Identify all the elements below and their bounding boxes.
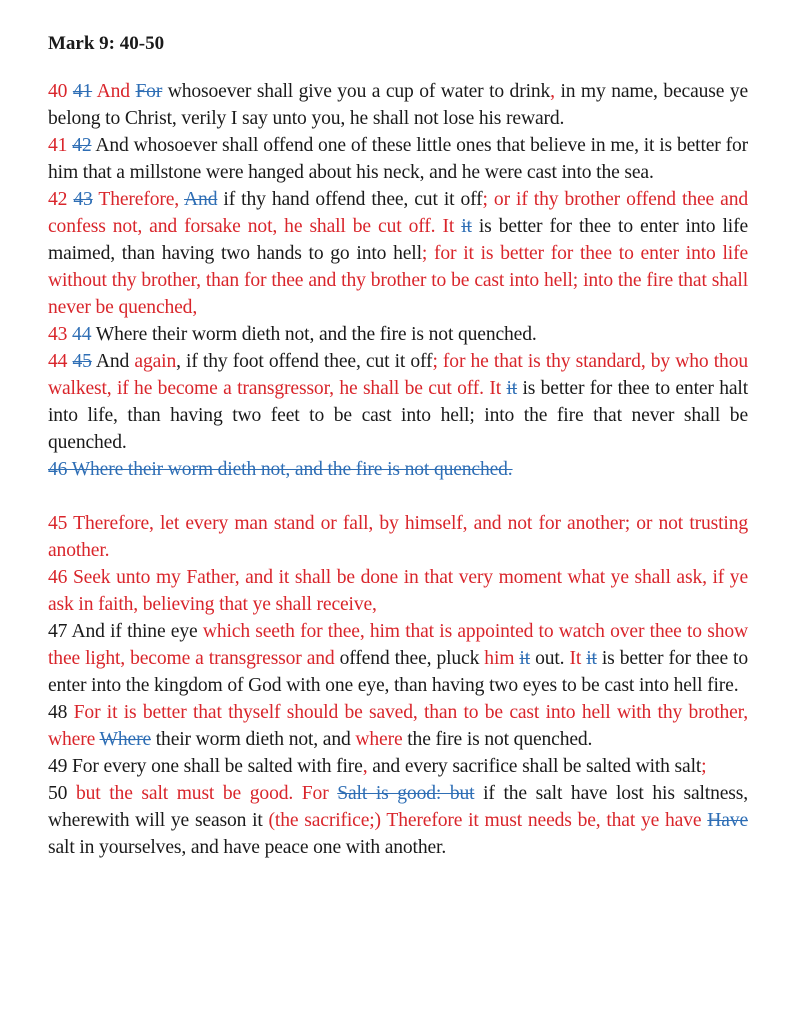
verse-text: if thy hand offend thee, cut it off: [217, 189, 483, 210]
verse-text: is better for thee to enter into the kingdom of God with one eye, than having two eyes to be cast into hell fire.: [48, 648, 748, 696]
added-text: 40: [48, 81, 68, 102]
struck-text: 41: [72, 81, 93, 102]
old-verse-number: 44: [72, 324, 92, 345]
added-text: into the fire that shall never be quenched,: [48, 270, 748, 318]
verse-paragraph: [48, 699, 748, 753]
verse-text: the fire is not quenched.: [402, 729, 593, 750]
verse-paragraph: [48, 132, 748, 186]
struck-text: 43: [73, 189, 93, 210]
added-text: 41: [48, 135, 68, 156]
verse-text: 47 And if thine eye: [48, 621, 203, 642]
verse-paragraph: [48, 456, 748, 483]
verse-text: [329, 783, 338, 804]
verse-paragraph: [48, 510, 748, 564]
verse-list: [48, 78, 748, 861]
struck-text: And: [184, 189, 218, 210]
verse-paragraph: [48, 753, 748, 780]
verse-text: 49 For every one shall be salted with fire: [48, 756, 363, 777]
added-text: 43: [48, 324, 68, 345]
verse-paragraph: [48, 348, 748, 456]
added-text: ,: [550, 81, 555, 102]
added-text: And: [92, 81, 136, 102]
added-text: ; for it is better for thee to enter into life without thy brother, than for thee and thy brother to be cast into hell;: [48, 243, 748, 291]
verse-text: in my name, because ye belong to Christ, verily I say unto you, he shall not lose his reward.: [48, 81, 749, 129]
struck-text: it: [506, 378, 518, 399]
struck-text: 46 Where their worm dieth not, and the fire is not quenched.: [48, 459, 513, 480]
verse-paragraph: [48, 78, 748, 132]
verse-text: offend thee, pluck: [334, 648, 485, 669]
added-text: 44: [48, 351, 68, 372]
verse-text: 48: [48, 702, 74, 723]
verse-text: out.: [530, 648, 570, 669]
verse-paragraph: [48, 564, 748, 618]
added-text: where: [355, 729, 403, 750]
verse-text: if the salt have lost his saltness, wherewith will ye season it: [48, 783, 748, 831]
added-text: ,: [362, 756, 368, 777]
added-text: For it is better that thyself should be saved, than to be cast into hell with thy brother, where: [48, 702, 749, 750]
struck-text: For: [135, 81, 163, 102]
added-text: 45 Therefore, let every man stand or fall, by himself, and not for another; or not trusting another.: [48, 513, 748, 561]
verse-text: 50: [48, 783, 76, 804]
verse-text: And: [91, 351, 135, 372]
struck-text: Where: [99, 729, 151, 750]
added-text: ;: [701, 756, 707, 777]
verse-paragraph: [48, 618, 748, 699]
verse-paragraph: [48, 186, 748, 321]
added-text: but the salt must be good. For: [75, 783, 329, 804]
added-text: (the sacrifice;) Therefore it must needs be, that ye have: [268, 810, 702, 831]
added-text: ; for he that is thy standard, by who thou walkest, if he become a transgressor, he shall be cut off. It: [48, 351, 748, 399]
verse-text: Where their worm dieth not, and the fire is not quenched.: [91, 324, 537, 345]
document-page: [48, 32, 748, 861]
added-text: Therefore,: [92, 189, 185, 210]
added-text: 46 Seek unto my Father, and it shall be done in that very moment what ye shall ask, if ye ask in faith, believing that ye shall receive,: [48, 567, 748, 615]
verse-text: their worm dieth not, and: [151, 729, 356, 750]
added-text: again: [134, 351, 177, 372]
struck-text: it: [461, 216, 472, 237]
added-text: ; or if thy brother offend thee and confess not, and forsake not, he shall be cut off. It: [48, 189, 748, 237]
verse-text: is better for thee to enter halt into life, than having two feet to be cast into hell; into the fire that never shall be quenched.: [48, 378, 748, 453]
verse-text: whosoever shall give you a cup of water to drink: [162, 81, 551, 102]
page-title: Mark 9: 40-50: [48, 33, 165, 54]
struck-text: 42: [72, 135, 92, 156]
verse-paragraph: [48, 780, 748, 861]
struck-text: Have: [707, 810, 748, 831]
struck-text: it: [586, 648, 597, 669]
added-text: which seeth for thee, him that is appointed to watch over thee to show thee light, become a transgressor and: [48, 621, 748, 669]
struck-text: 45: [72, 351, 92, 372]
struck-text: Salt is good: but: [337, 783, 475, 804]
added-text: 42: [48, 189, 68, 210]
struck-text: it: [519, 648, 531, 669]
verse-paragraph: [48, 321, 748, 348]
verse-text: And whosoever shall offend one of these little ones that believe in me, it is better for him that a millstone were hanged about his neck, and he were cast into the sea.: [48, 135, 748, 183]
paragraph-gap: [48, 483, 748, 510]
added-text: him: [484, 648, 515, 669]
verse-text: salt in yourselves, and have peace one with another.: [48, 837, 447, 858]
verse-text: is better for thee to enter into life maimed, than having two hands to go into hell: [48, 216, 748, 264]
verse-text: and every sacrifice shall be salted with salt: [367, 756, 702, 777]
added-text: It: [569, 648, 582, 669]
verse-text: , if thy foot offend thee, cut it off: [176, 351, 433, 372]
